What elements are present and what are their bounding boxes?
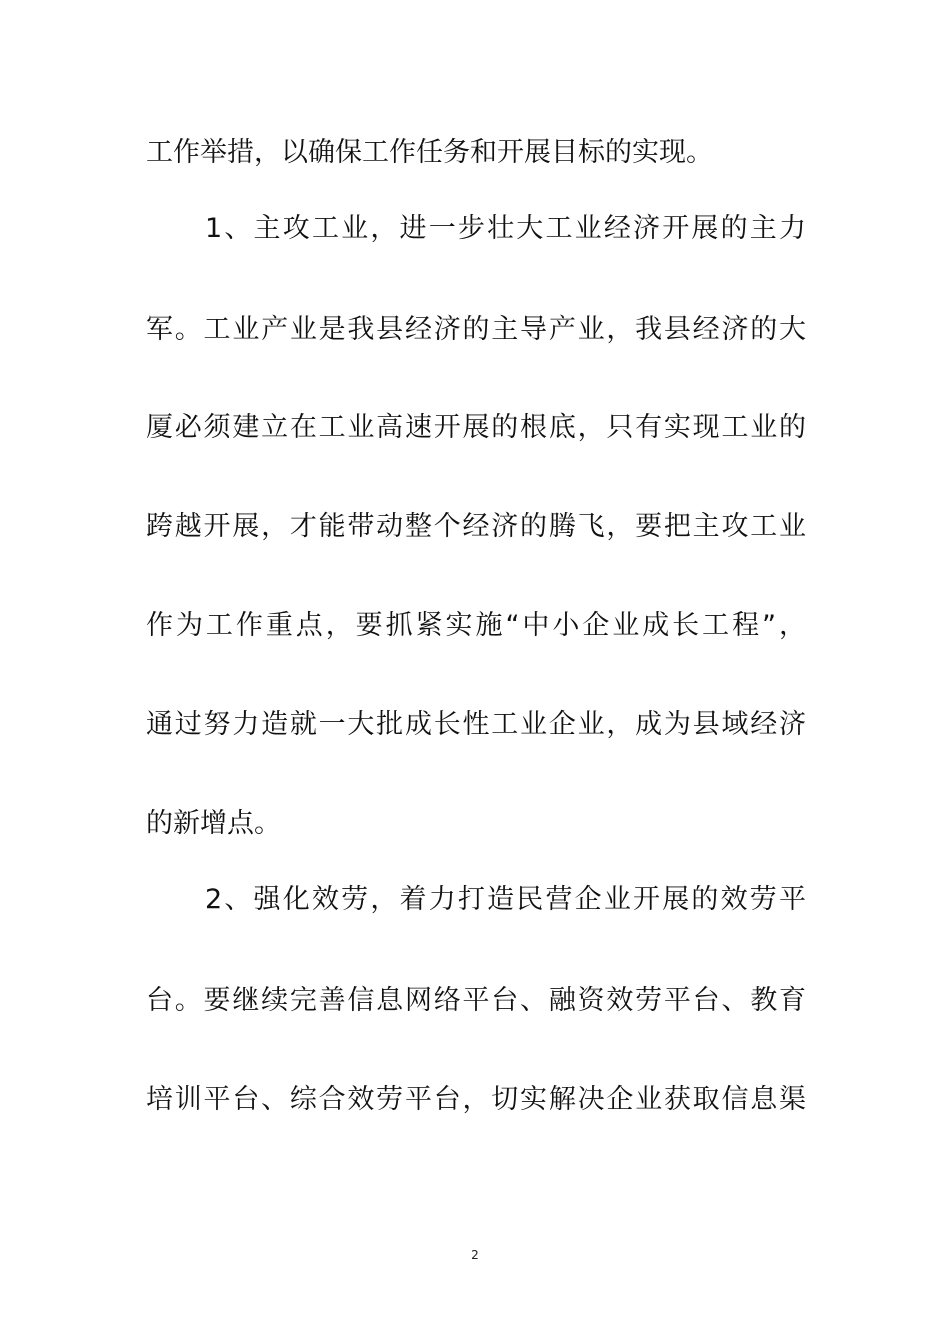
paragraph-line-3: 军。工业产业是我县经济的主导产业，我县经济的大 <box>146 314 806 345</box>
paragraph-line-6: 作为工作重点，要抓紧实施“中小企业成长工程”， <box>146 610 806 641</box>
paragraph-line-10: 台。要继续完善信息网络平台、融资效劳平台、教育 <box>146 985 806 1016</box>
paragraph-line-1: 工作举措，以确保工作任务和开展目标的实现。 <box>146 137 713 168</box>
paragraph-line-11: 培训平台、综合效劳平台，切实解决企业获取信息渠 <box>146 1084 806 1115</box>
paragraph-line-4: 厦必须建立在工业高速开展的根底，只有实现工业的 <box>146 412 806 443</box>
page-number: 2 <box>471 1248 479 1262</box>
paragraph-line-9: 2、强化效劳，着力打造民营企业开展的效劳平 <box>205 884 806 915</box>
paragraph-line-2: 1、主攻工业，进一步壮大工业经济开展的主力 <box>205 213 806 244</box>
paragraph-line-7: 通过努力造就一大批成长性工业企业，成为县域经济 <box>146 709 806 740</box>
paragraph-line-8: 的新增点。 <box>146 808 281 839</box>
paragraph-line-5: 跨越开展，才能带动整个经济的腾飞，要把主攻工业 <box>146 511 806 542</box>
